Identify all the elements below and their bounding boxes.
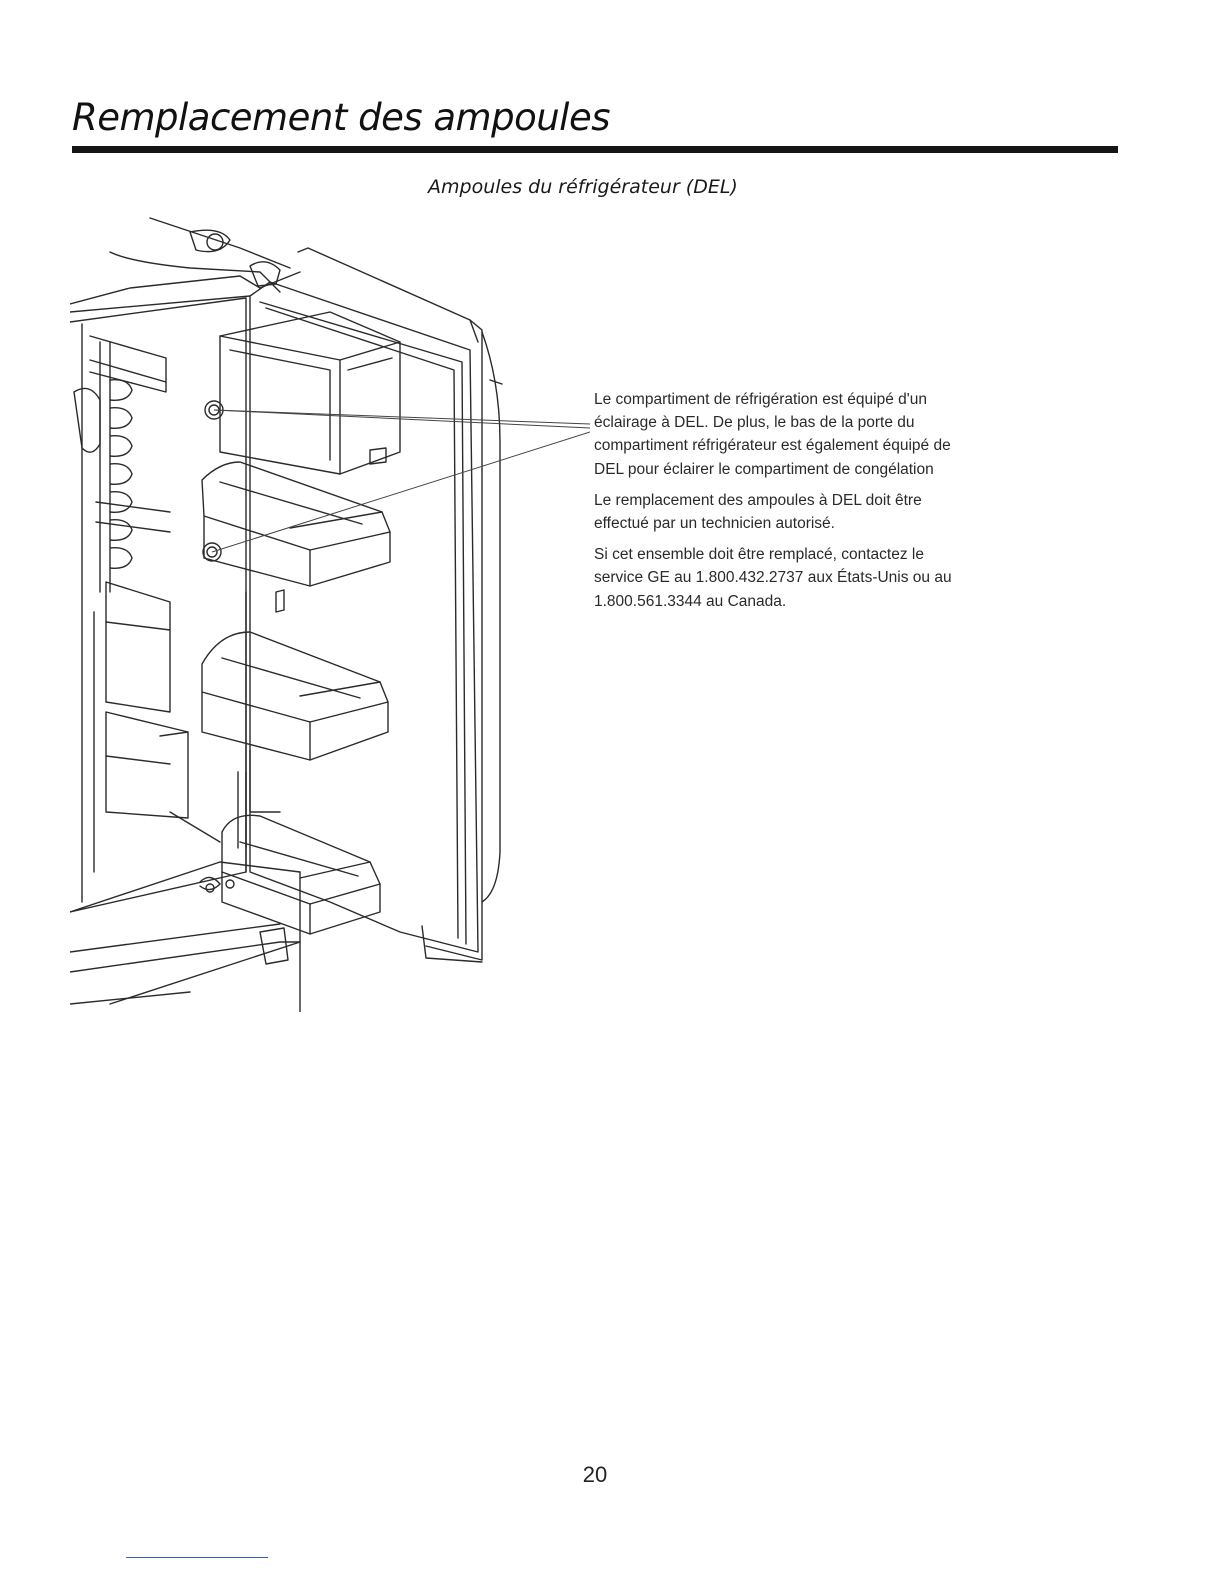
paragraph-led-equipment: Le compartiment de réfrigération est équipé d'un éclairage à DEL. De plus, le bas de la porte du compartiment réfrigérateur est également équipé de DEL pour éclairer le compartiment de congélation <box>594 391 951 478</box>
footer-rule <box>126 1557 268 1558</box>
page-number: 20 <box>582 1462 608 1487</box>
section-subtitle: Ampoules du réfrigérateur (DEL) <box>428 176 738 198</box>
paragraph-contact: Si cet ensemble doit être remplacé, contactez le service GE au 1.800.432.2737 aux États-Unis ou au 1.800.561.3344 au Canada. <box>594 546 952 610</box>
title-rule <box>72 146 1118 153</box>
page-title: Remplacement des ampoules <box>72 96 610 139</box>
paragraph-replacement: Le remplacement des ampoules à DEL doit être effectué par un technicien autorisé. <box>594 491 922 533</box>
refrigerator-illustration <box>70 212 590 1012</box>
led-info-text <box>594 388 954 621</box>
